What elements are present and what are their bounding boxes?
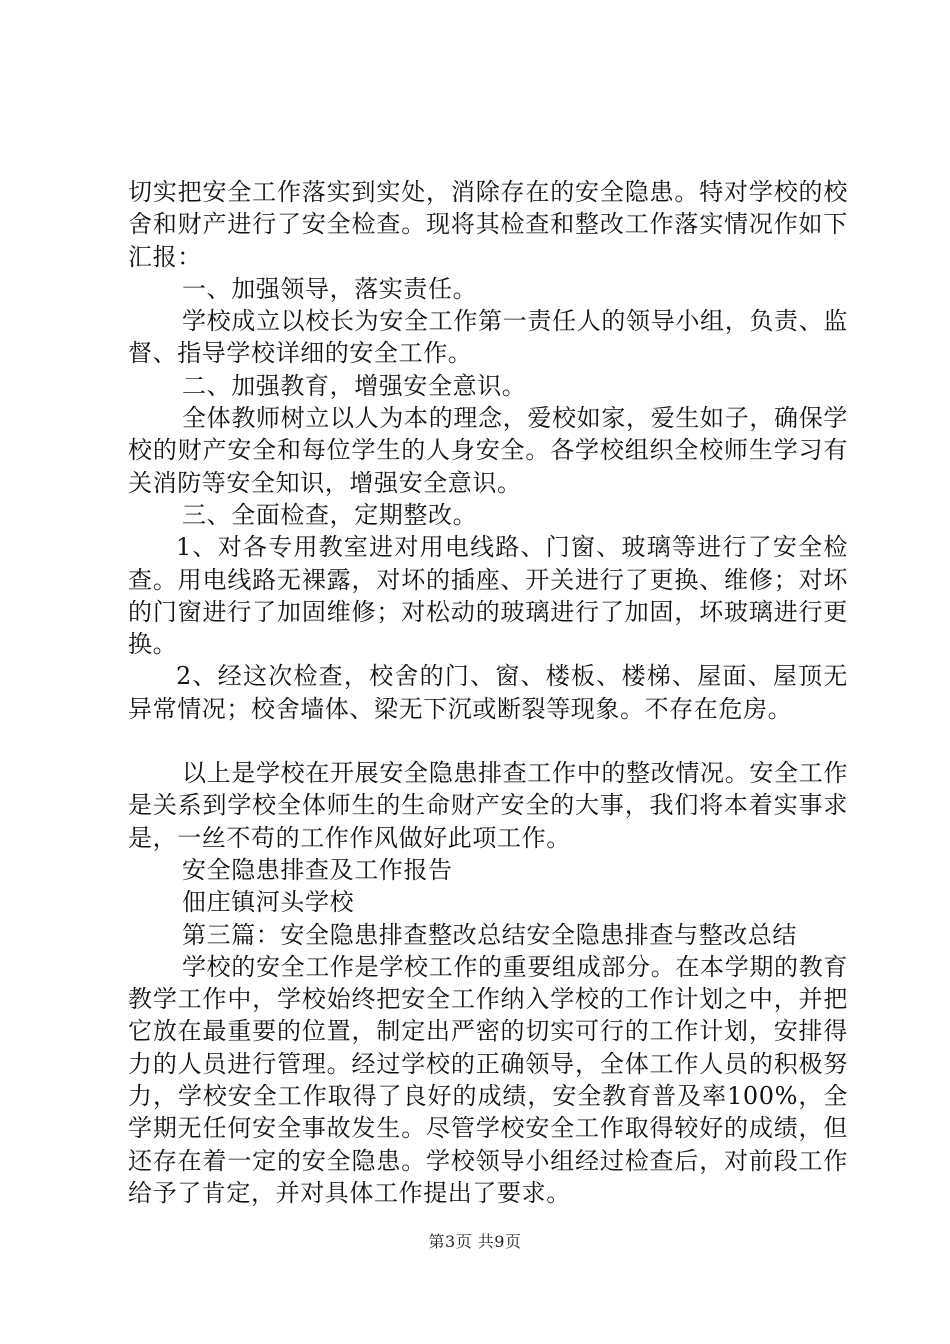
section-heading-3: 三、全面检查，定期整改。	[182, 500, 478, 529]
paragraph-summary: 学校的安全工作是学校工作的重要组成部分。在本学期的教育教学工作中，学校始终把安全工作纳入学校的工作计划之中，并把它放在最重要的位置，制定出严密的切实可行的工作计划，安排得力的人员进行管理。经过学校的正确领导，全体工作人员的积极努力，学校安全工作取得了良好的成绩，安全教育普及率100%，全学期无任何安全事故发生。尽管学校安全工作取得较好的成绩，但还存在着一定的安全隐患。学校领导小组经过检查后，对前段工作给予了肯定，并对具体工作提出了要求。	[128, 952, 848, 1207]
page-footer: 第3页 共9页	[428, 1232, 522, 1251]
section-heading-2: 二、加强教育，增强安全意识。	[182, 371, 527, 400]
document-body	[128, 176, 848, 1209]
paragraph-intro: 切实把安全工作落实到实处，消除存在的安全隐患。特对学校的校舍和财产进行了安全检查。现将其检查和整改工作落实情况作如下汇报：	[128, 178, 848, 271]
blank-line	[128, 725, 848, 757]
paragraph-leadership: 学校成立以校长为安全工作第一责任人的领导小组，负责、监督、指导学校详细的安全工作。	[128, 307, 848, 368]
school-name: 佃庄镇河头学校	[182, 888, 355, 917]
section-heading-1: 一、加强领导，落实责任。	[182, 274, 478, 303]
paragraph-education: 全体教师树立以人为本的理念，爱校如家，爱生如子，确保学校的财产安全和每位学生的人身安全。各学校组织全校师生学习有关消防等安全知识，增强安全意识。	[128, 404, 848, 497]
paragraph-conclusion: 以上是学校在开展安全隐患排查工作中的整改情况。安全工作是关系到学校全体师生的生命财产安全的大事，我们将本着实事求是，一丝不苟的工作作风做好此项工作。	[128, 759, 848, 852]
report-title: 安全隐患排查及工作报告	[182, 855, 453, 884]
paragraph-item-1: 1、对各专用教室进对用电线路、门窗、玻璃等进行了安全检查。用电线路无裸露，对坏的插座、开关进行了更换、维修；对坏的门窗进行了加固维修；对松动的玻璃进行了加固，坏玻璃进行更换。	[128, 533, 848, 659]
paragraph-item-2: 2、经这次检查，校舍的门、窗、楼板、楼梯、屋面、屋顶无异常情况；校舍墙体、梁无下沉或断裂等现象。不存在危房。	[128, 662, 848, 723]
chapter-heading: 第三篇：安全隐患排查整改总结安全隐患排查与整改总结	[182, 920, 797, 949]
